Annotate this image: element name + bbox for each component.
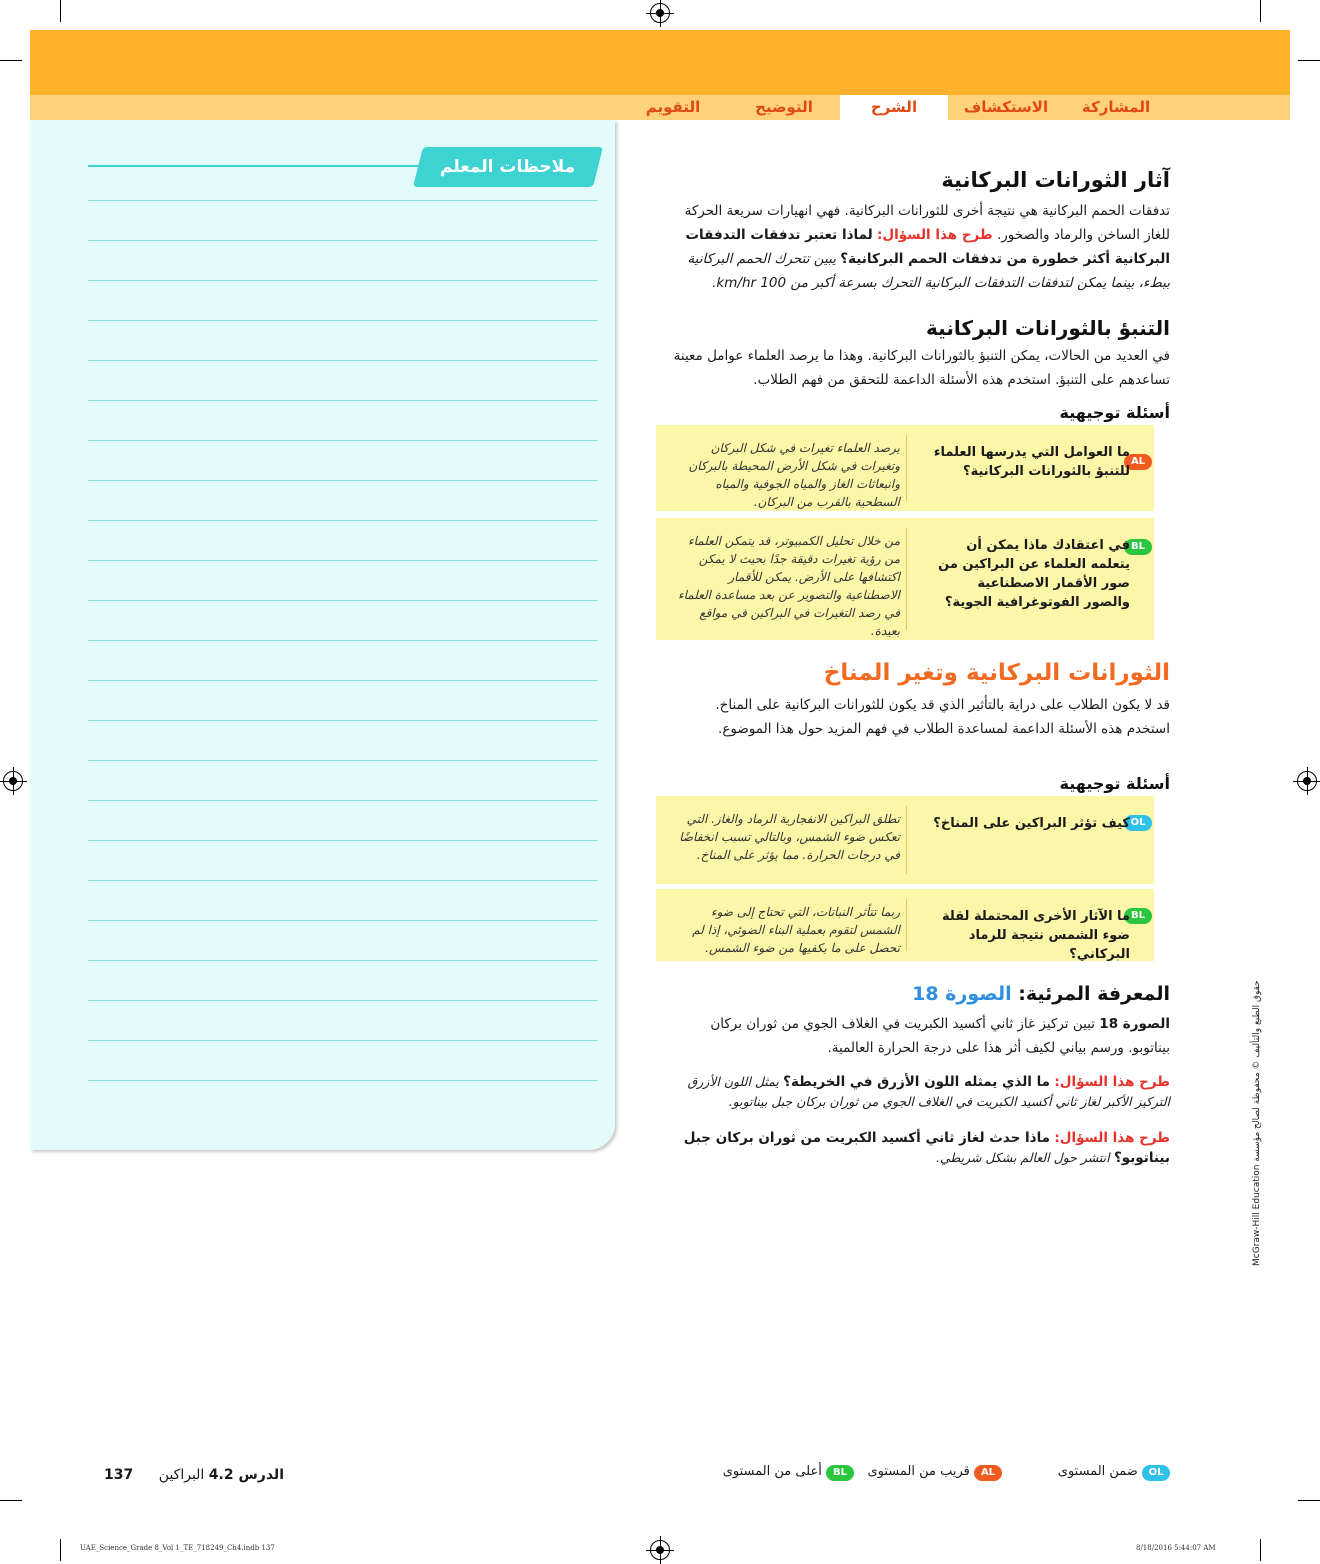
crop-mark	[1260, 0, 1261, 22]
legend-badge-bl: BL	[826, 1465, 854, 1481]
guided-question: في اعتقادك ماذا يمكن أن يتعلمه العلماء عن البراكين من صور الأقمار الاصطناعية والصور الفوتوغرافية الجوية؟	[938, 538, 1130, 610]
answer-lead: يبين	[813, 251, 836, 267]
print-slug-date: 8/18/2016 5:44:07 AM	[1136, 1544, 1216, 1552]
tab-evaluate[interactable]: التقويم	[645, 98, 701, 116]
crop-mark	[1298, 1500, 1320, 1501]
section-heading	[912, 983, 1170, 1005]
note-line	[88, 320, 598, 321]
guided-answer: تطلق البراكين الانفجارية الرماد والغاز. التي تعكس ضوء الشمس، وبالتالي تسبب انخفاضًا في درجات الحرارة. مما يؤثر على المناخ.	[679, 812, 900, 862]
section-heading-colored: الثورانات البركانية وتغير المناخ	[823, 660, 1170, 686]
guided-question-box	[656, 796, 1154, 884]
section-paragraph: قد لا يكون الطلاب على دراية بالتأثير الذي قد يكون للثورانات البركانية على المناخ. استخدم هذه الأسئلة الداعمة لمساعدة الطلاب في فهم المزيد حول هذا الموضوع.	[715, 697, 1170, 737]
crop-mark	[1260, 1539, 1261, 1561]
question-text: ما الذي يمثله اللون الأزرق في الخريطة؟	[783, 1074, 1051, 1090]
section-paragraph: في العديد من الحالات، يمكن التنبؤ بالثورانات البركانية. وهذا ما يرصد العلماء عوامل معينة تساعدهم على التنبؤ. استخدم هذه الأسئلة الداعمة للتحقق من فهم الطلاب.	[673, 348, 1170, 388]
question-label: طرح هذا السؤال:	[1054, 1130, 1170, 1146]
guided-answer: يرصد العلماء تغيرات في شكل البركان وتغيرات في شكل الأرض المحيطة بالبركان وانبعاثات الغاز والمياه الجوفية والمياه السطحية بالقرب من البركان.	[688, 441, 900, 509]
crop-mark	[0, 1500, 22, 1501]
note-line	[88, 720, 598, 721]
answer-text: تتحرك الحمم البركانية ببطء، بينما يمكن لتدفقات التدفقات البركانية التحرك بسرعة أكبر من	[687, 251, 1170, 291]
note-line	[88, 240, 598, 241]
legend-item	[1058, 1464, 1170, 1481]
guided-answer: من خلال تحليل الكمبيوتر، قد يتمكن العلماء من رؤية تغيرات دقيقة جدًا بحيث لا يمكن اكتشافها على الأرض. يمكن للأقمار الاصطناعية والتصوير عن بعد مساعدة العلماء في رصد التغيرات في البراكين في مواقع بعيدة.	[678, 534, 900, 638]
guided-question-box	[656, 889, 1154, 961]
section-paragraph	[670, 1012, 1170, 1060]
registration-mark-icon	[1297, 771, 1317, 791]
paragraph-text: تدفقات الحمم البركانية هي نتيجة أخرى للثورانات البركانية. فهي انهيارات سريعة الحركة للغاز الساخن والرماد والصخور.	[684, 203, 1170, 243]
note-line	[88, 1040, 598, 1041]
tab-engage[interactable]: المشاركة	[1081, 98, 1151, 116]
notes-header-rule	[88, 165, 423, 167]
legend-text: أعلى من المستوى	[722, 1464, 822, 1479]
note-line	[88, 280, 598, 281]
figure-reference: الصورة 18	[1099, 1016, 1170, 1032]
note-line	[88, 960, 598, 961]
notes-panel-title: ملاحظات المعلم	[413, 147, 603, 187]
level-badge-bl: BL	[1124, 539, 1152, 555]
crop-mark	[0, 60, 22, 61]
print-slug-file: UAE_Science_Grade 8_Vol 1_TE_718249_Ch4.indb 137	[80, 1544, 275, 1552]
note-line	[88, 1000, 598, 1001]
legend-item	[867, 1464, 1002, 1481]
note-line	[88, 200, 598, 201]
paragraph-text: تبين تركيز غاز ثاني أكسيد الكبريت في الغلاف الجوي من ثوران بركان بيناتوبو. ورسم بياني لكيف أثر هذا على درجة الحرارة العالمية.	[710, 1016, 1170, 1056]
guided-question-box	[656, 425, 1154, 511]
level-badge-ol: OL	[1124, 815, 1152, 831]
note-line	[88, 840, 598, 841]
tab-explore[interactable]: الاستكشاف	[963, 98, 1049, 116]
divider	[906, 899, 907, 951]
guided-question: ما الآثار الأخرى المحتملة لقلة ضوء الشمس نتيجة للرماد البركاني؟	[942, 909, 1130, 962]
question-block	[670, 1128, 1170, 1168]
question-text: ماذا حدث لغاز ثاني أكسيد الكبريت من ثوران بركان جبل بيناتوبو؟	[683, 1130, 1170, 1166]
header-banner	[30, 30, 1290, 95]
legend-badge-al: AL	[974, 1465, 1002, 1481]
level-legend	[700, 1464, 1170, 1484]
section-heading: آثار الثورانات البركانية	[941, 168, 1170, 192]
note-line	[88, 480, 598, 481]
crop-mark	[1298, 60, 1320, 61]
note-line	[88, 640, 598, 641]
legend-item	[723, 1464, 854, 1481]
divider	[906, 806, 907, 874]
guide-heading: أسئلة توجيهية	[1059, 774, 1170, 793]
answer-unit: 100 km/hr.	[712, 275, 787, 291]
guided-answer: ربما تتأثر النباتات، التي تحتاج إلى ضوء الشمس لتقوم بعملية البناء الضوئي، إذا لم تحصل على ما يكفيها من ضوء الشمس.	[692, 905, 900, 955]
legend-text: ضمن المستوى	[1057, 1464, 1138, 1479]
guided-question: كيف تؤثر البراكين على المناخ؟	[933, 816, 1130, 831]
note-line	[88, 600, 598, 601]
question-block	[670, 1072, 1170, 1112]
note-line	[88, 760, 598, 761]
legend-text: قريب من المستوى	[867, 1464, 970, 1479]
registration-mark-icon	[650, 3, 670, 23]
answer-text: يمثل اللون الأزرق التركيز الأكبر لغاز ثاني أكسيد الكبريت في الغلاف الجوي من ثوران بركان جبل بيناتوبو.	[687, 1074, 1170, 1109]
teacher-notes-panel	[30, 120, 615, 1150]
level-badge-al: AL	[1124, 454, 1152, 470]
note-line	[88, 920, 598, 921]
section-heading: التنبؤ بالثورانات البركانية	[926, 316, 1170, 340]
legend-badge-ol: OL	[1142, 1465, 1170, 1481]
guided-question: ما العوامل التي يدرسها العلماء للتنبؤ بالثورانات البركانية؟	[933, 445, 1130, 479]
question-label: طرح هذا السؤال:	[877, 227, 993, 243]
tab-explain[interactable]: الشرح	[840, 95, 948, 120]
note-line	[88, 800, 598, 801]
note-line	[88, 880, 598, 881]
note-line	[88, 440, 598, 441]
copyright-credit: McGraw-Hill Education حقوق الطبع والتأليف © محفوظة لصالح مؤسسة	[1252, 980, 1262, 1266]
crop-mark	[60, 0, 61, 22]
note-line	[88, 400, 598, 401]
note-line	[88, 1080, 598, 1081]
answer-text: انتشر حول العالم بشكل شريطي.	[935, 1150, 1110, 1165]
section-paragraph	[670, 199, 1170, 295]
guided-question-box	[656, 518, 1154, 640]
crop-mark	[60, 1539, 61, 1561]
registration-mark-icon	[3, 771, 23, 791]
page-number: 137	[104, 1467, 134, 1483]
guide-heading: أسئلة توجيهية	[1059, 403, 1170, 422]
question-text: لماذا تعتبر تدفقات التدفقات البركانية أكثر خطورة من تدفقات الحمم البركانية؟	[685, 227, 1170, 267]
note-line	[88, 560, 598, 561]
divider	[906, 435, 907, 501]
registration-mark-icon	[650, 1540, 670, 1560]
note-line	[88, 360, 598, 361]
figure-reference: الصورة 18	[912, 983, 1012, 1005]
heading-label: المعرفة المرئية:	[1018, 983, 1170, 1005]
tab-elaborate[interactable]: التوضيح	[755, 98, 813, 116]
level-badge-bl: BL	[1124, 908, 1152, 924]
footer-lesson-title: البراكين	[158, 1467, 205, 1483]
question-label: طرح هذا السؤال:	[1054, 1074, 1170, 1090]
note-line	[88, 680, 598, 681]
note-line	[88, 520, 598, 521]
footer-lesson: الدرس 4.2	[208, 1467, 284, 1483]
divider	[906, 528, 907, 630]
